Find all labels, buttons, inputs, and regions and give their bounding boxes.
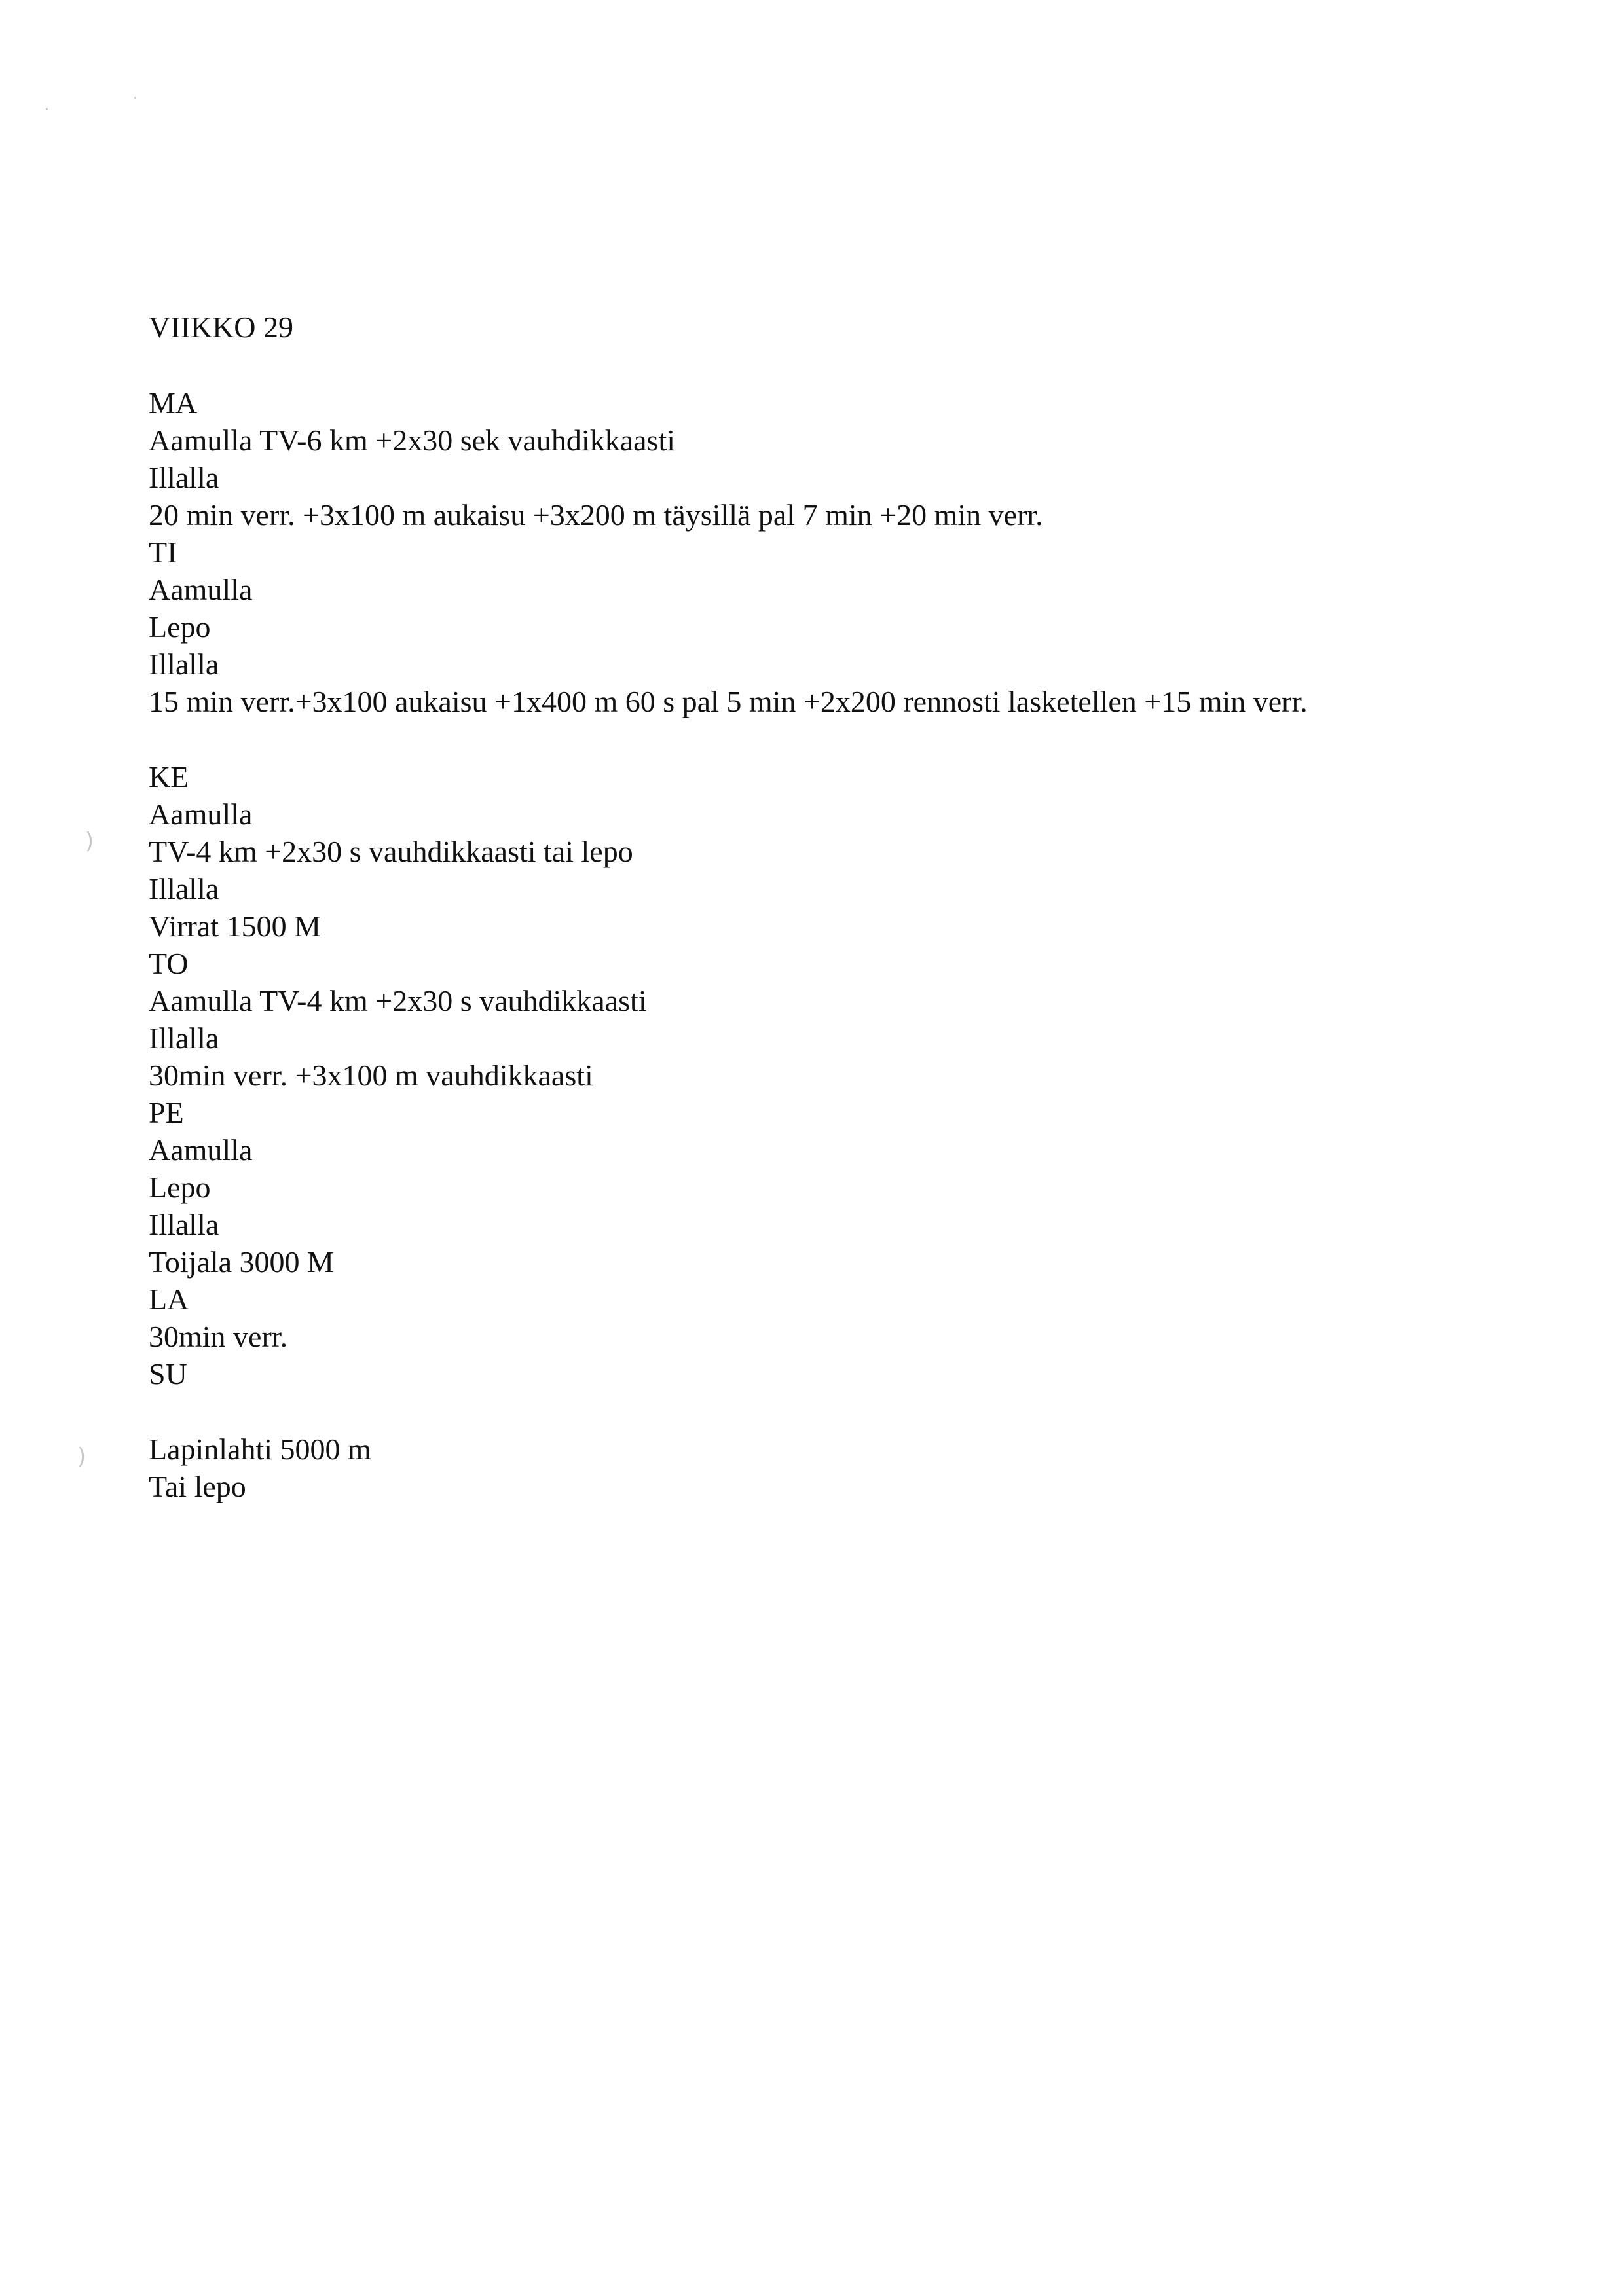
day-heading-ma: MA [149, 386, 198, 420]
day-heading-pe: PE [149, 1096, 184, 1129]
entry-line: 20 min verr. +3x100 m aukaisu +3x200 m täysillä pal 7 min +20 min verr. [149, 498, 1043, 532]
entry-line: Aamulla [149, 797, 253, 831]
day-heading-ke: KE [149, 760, 189, 793]
entry-line: Illalla [149, 647, 219, 681]
entry-line: Illalla [149, 1208, 219, 1241]
entry-line: Lepo [149, 610, 211, 644]
scan-speck [46, 108, 48, 110]
page-title: VIIKKO 29 [149, 310, 294, 344]
entry-line: 30min verr. [149, 1320, 288, 1353]
entry-line: TV-4 km +2x30 s vauhdikkaasti tai lepo [149, 835, 633, 868]
entry-line: Toijala 3000 M [149, 1245, 334, 1279]
entry-line: Aamulla [149, 573, 253, 606]
entry-line: 30min verr. +3x100 m vauhdikkaasti [149, 1059, 593, 1092]
entry-line: Illalla [149, 1021, 219, 1055]
entry-line: 15 min verr.+3x100 aukaisu +1x400 m 60 s pal 5 min +2x200 rennosti lasketellen +15 min verr. [149, 685, 1308, 718]
day-heading-su: SU [149, 1357, 187, 1391]
punch-hole-mark: ) [77, 1444, 86, 1470]
entry-line: Aamulla TV-4 km +2x30 s vauhdikkaasti [149, 984, 647, 1017]
punch-hole-mark: ) [85, 828, 94, 854]
entry-line: Illalla [149, 872, 219, 905]
entry-line: Illalla [149, 461, 219, 494]
day-heading-ti: TI [149, 536, 177, 569]
entry-line: Virrat 1500 M [149, 909, 321, 943]
entry-line: Lepo [149, 1171, 211, 1204]
entry-line: Aamulla [149, 1133, 253, 1167]
entry-line: Aamulla TV-6 km +2x30 sek vauhdikkaasti [149, 424, 676, 457]
day-heading-la: LA [149, 1283, 189, 1316]
entry-line: Tai lepo [149, 1470, 246, 1503]
day-heading-to: TO [149, 947, 189, 980]
scan-speck [134, 97, 136, 99]
entry-line: Lapinlahti 5000 m [149, 1432, 371, 1466]
